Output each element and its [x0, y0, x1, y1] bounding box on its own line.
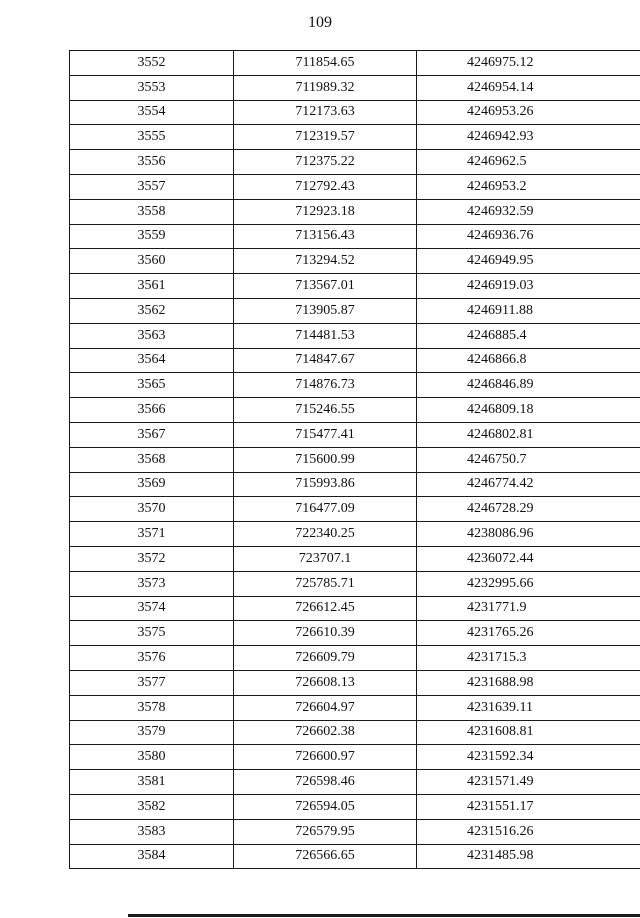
table-row [70, 720, 640, 745]
x-coordinate-cell: 712173.63 [234, 100, 417, 125]
table-row [70, 249, 640, 274]
y-coordinate-cell: 4231765.26 [417, 621, 640, 646]
x-coordinate-cell: 716477.09 [234, 497, 417, 522]
y-coordinate-cell: 4246962.5 [417, 150, 640, 175]
y-coordinate-cell: 4231571.49 [417, 770, 640, 795]
point-id-cell: 3584 [70, 844, 234, 869]
table-row [70, 621, 640, 646]
x-coordinate-cell: 712319.57 [234, 125, 417, 150]
y-coordinate-cell: 4246728.29 [417, 497, 640, 522]
x-coordinate-cell: 726602.38 [234, 720, 417, 745]
y-coordinate-cell: 4246885.4 [417, 323, 640, 348]
x-coordinate-cell: 726566.65 [234, 844, 417, 869]
table-row [70, 472, 640, 497]
table-row [70, 819, 640, 844]
table-row [70, 398, 640, 423]
table-row [70, 373, 640, 398]
point-id-cell: 3565 [70, 373, 234, 398]
x-coordinate-cell: 726604.97 [234, 695, 417, 720]
point-id-cell: 3553 [70, 75, 234, 100]
y-coordinate-cell: 4231485.98 [417, 844, 640, 869]
x-coordinate-cell: 726600.97 [234, 745, 417, 770]
y-coordinate-cell: 4246942.93 [417, 125, 640, 150]
page-number: 109 [308, 14, 332, 31]
x-coordinate-cell: 726594.05 [234, 794, 417, 819]
y-coordinate-cell: 4231771.9 [417, 596, 640, 621]
point-id-cell: 3563 [70, 323, 234, 348]
x-coordinate-cell: 723707.1 [234, 546, 417, 571]
table-row [70, 174, 640, 199]
point-id-cell: 3571 [70, 522, 234, 547]
table-row [70, 224, 640, 249]
bottom-rule [128, 914, 640, 917]
y-coordinate-cell: 4246919.03 [417, 274, 640, 299]
point-id-cell: 3564 [70, 348, 234, 373]
table-row [70, 75, 640, 100]
point-id-cell: 3579 [70, 720, 234, 745]
y-coordinate-cell: 4246954.14 [417, 75, 640, 100]
point-id-cell: 3554 [70, 100, 234, 125]
point-id-cell: 3558 [70, 199, 234, 224]
point-id-cell: 3575 [70, 621, 234, 646]
table-row [70, 844, 640, 869]
x-coordinate-cell: 715993.86 [234, 472, 417, 497]
y-coordinate-cell: 4231608.81 [417, 720, 640, 745]
point-id-cell: 3568 [70, 447, 234, 472]
point-id-cell: 3557 [70, 174, 234, 199]
x-coordinate-cell: 714847.67 [234, 348, 417, 373]
y-coordinate-cell: 4238086.96 [417, 522, 640, 547]
point-id-cell: 3578 [70, 695, 234, 720]
point-id-cell: 3566 [70, 398, 234, 423]
point-id-cell: 3559 [70, 224, 234, 249]
x-coordinate-cell: 713567.01 [234, 274, 417, 299]
table-row [70, 51, 640, 76]
y-coordinate-cell: 4246953.26 [417, 100, 640, 125]
x-coordinate-cell: 725785.71 [234, 571, 417, 596]
table-row [70, 323, 640, 348]
point-id-cell: 3576 [70, 646, 234, 671]
table-row [70, 745, 640, 770]
y-coordinate-cell: 4231551.17 [417, 794, 640, 819]
x-coordinate-cell: 714481.53 [234, 323, 417, 348]
x-coordinate-cell: 712375.22 [234, 150, 417, 175]
table-row [70, 298, 640, 323]
y-coordinate-cell: 4231639.11 [417, 695, 640, 720]
table-row [70, 125, 640, 150]
point-id-cell: 3567 [70, 422, 234, 447]
table-row [70, 670, 640, 695]
table-row [70, 546, 640, 571]
point-id-cell: 3561 [70, 274, 234, 299]
y-coordinate-cell: 4246750.7 [417, 447, 640, 472]
x-coordinate-cell: 715246.55 [234, 398, 417, 423]
x-coordinate-cell: 726608.13 [234, 670, 417, 695]
x-coordinate-cell: 712923.18 [234, 199, 417, 224]
table-row [70, 646, 640, 671]
table-row [70, 522, 640, 547]
y-coordinate-cell: 4246809.18 [417, 398, 640, 423]
y-coordinate-cell: 4246953.2 [417, 174, 640, 199]
table-row [70, 497, 640, 522]
x-coordinate-cell: 722340.25 [234, 522, 417, 547]
table-row [70, 274, 640, 299]
table-row [70, 199, 640, 224]
table-row [70, 695, 640, 720]
x-coordinate-cell: 726598.46 [234, 770, 417, 795]
point-id-cell: 3556 [70, 150, 234, 175]
x-coordinate-cell: 713294.52 [234, 249, 417, 274]
x-coordinate-cell: 715600.99 [234, 447, 417, 472]
x-coordinate-cell: 726579.95 [234, 819, 417, 844]
point-id-cell: 3580 [70, 745, 234, 770]
point-id-cell: 3570 [70, 497, 234, 522]
y-coordinate-cell: 4236072.44 [417, 546, 640, 571]
point-id-cell: 3583 [70, 819, 234, 844]
point-id-cell: 3572 [70, 546, 234, 571]
table-row [70, 348, 640, 373]
x-coordinate-cell: 714876.73 [234, 373, 417, 398]
point-id-cell: 3577 [70, 670, 234, 695]
table-body [70, 51, 640, 869]
point-id-cell: 3574 [70, 596, 234, 621]
y-coordinate-cell: 4231516.26 [417, 819, 640, 844]
x-coordinate-cell: 726609.79 [234, 646, 417, 671]
y-coordinate-cell: 4246936.76 [417, 224, 640, 249]
y-coordinate-cell: 4246866.8 [417, 348, 640, 373]
point-id-cell: 3581 [70, 770, 234, 795]
y-coordinate-cell: 4232995.66 [417, 571, 640, 596]
point-id-cell: 3560 [70, 249, 234, 274]
y-coordinate-cell: 4246975.12 [417, 51, 640, 76]
table-row [70, 447, 640, 472]
x-coordinate-cell: 713905.87 [234, 298, 417, 323]
y-coordinate-cell: 4246846.89 [417, 373, 640, 398]
point-id-cell: 3555 [70, 125, 234, 150]
y-coordinate-cell: 4246932.59 [417, 199, 640, 224]
x-coordinate-cell: 711989.32 [234, 75, 417, 100]
x-coordinate-cell: 726610.39 [234, 621, 417, 646]
x-coordinate-cell: 726612.45 [234, 596, 417, 621]
x-coordinate-cell: 712792.43 [234, 174, 417, 199]
x-coordinate-cell: 713156.43 [234, 224, 417, 249]
table-row [70, 100, 640, 125]
x-coordinate-cell: 711854.65 [234, 51, 417, 76]
point-id-cell: 3562 [70, 298, 234, 323]
table-row [70, 150, 640, 175]
coordinate-table [69, 50, 640, 869]
y-coordinate-cell: 4231592.34 [417, 745, 640, 770]
table-row [70, 596, 640, 621]
y-coordinate-cell: 4246802.81 [417, 422, 640, 447]
y-coordinate-cell: 4231688.98 [417, 670, 640, 695]
y-coordinate-cell: 4246949.95 [417, 249, 640, 274]
y-coordinate-cell: 4231715.3 [417, 646, 640, 671]
point-id-cell: 3573 [70, 571, 234, 596]
point-id-cell: 3569 [70, 472, 234, 497]
x-coordinate-cell: 715477.41 [234, 422, 417, 447]
table-row [70, 571, 640, 596]
y-coordinate-cell: 4246774.42 [417, 472, 640, 497]
table-row [70, 794, 640, 819]
y-coordinate-cell: 4246911.88 [417, 298, 640, 323]
table-row [70, 422, 640, 447]
point-id-cell: 3582 [70, 794, 234, 819]
table-row [70, 770, 640, 795]
point-id-cell: 3552 [70, 51, 234, 76]
